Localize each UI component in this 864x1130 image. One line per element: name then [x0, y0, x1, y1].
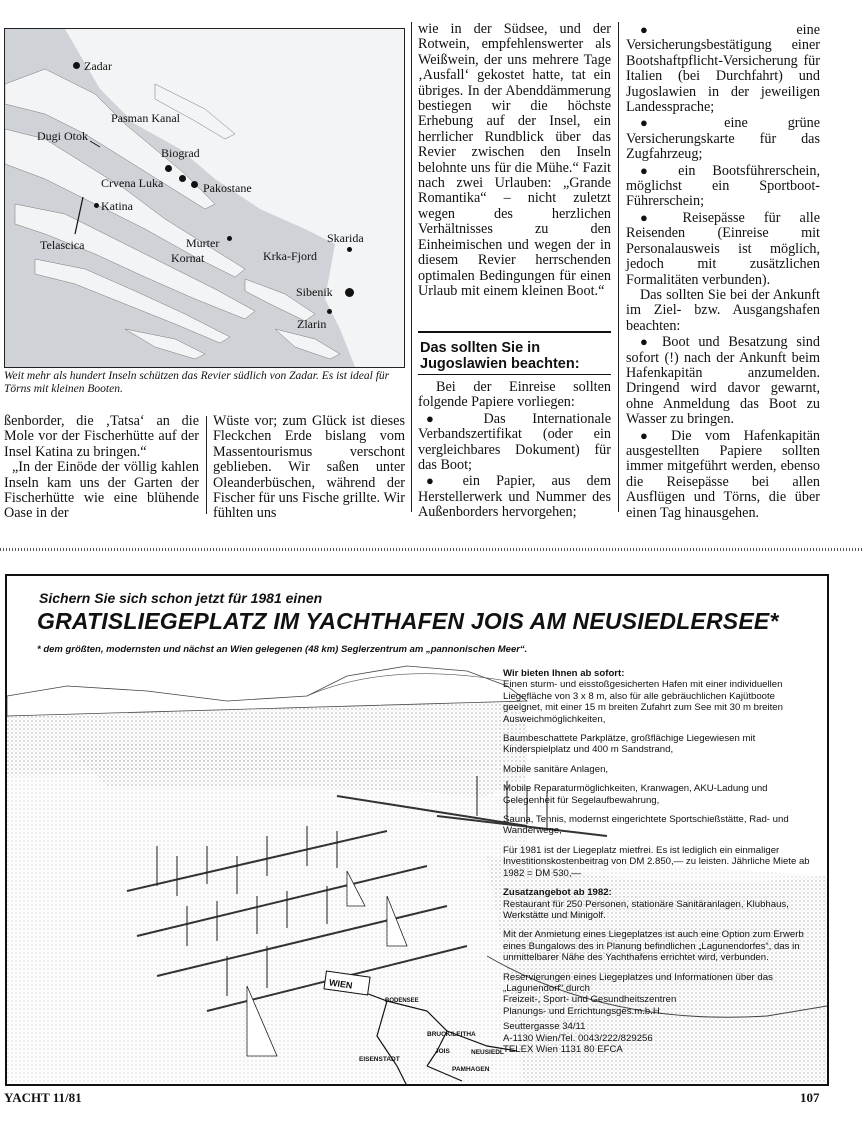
- map-label-zlarin: Zlarin: [297, 317, 327, 331]
- map-label-sibenik: Sibenik: [296, 285, 333, 299]
- ad-offer-item: Baumbeschattete Parkplätze, großflächige Liegewiesen mit Kinderspielplatz und 400 m Sandstrand,: [503, 733, 756, 756]
- paragraph: „In der Einöde der völlig kahlen Inseln kam uns der Garten der Fischerhütte wie eine blühende Oase in der: [4, 459, 199, 522]
- ad-offer-item: Mobile sanitäre Anlagen,: [503, 763, 609, 775]
- section-separator: [0, 548, 864, 551]
- ad-headline: GRATISLIEGEPLATZ IM YACHTHAFEN JOIS AM NEUSIEDLERSEE*: [37, 608, 779, 634]
- article-col-2: [213, 414, 405, 522]
- map-label-krka: Krka-Fjord: [263, 249, 317, 263]
- ad-extra-title: Zusatzangebot ab 1982:: [503, 887, 612, 899]
- ad-contact-line: A-1130 Wien/Tel. 0043/222/829256: [503, 1032, 653, 1044]
- map-label-pasman: Pasman Kanal: [111, 111, 180, 125]
- murter-dot: [227, 236, 232, 241]
- list-item: [626, 115, 820, 162]
- bullet-icon: ●: [640, 334, 654, 350]
- map-label-biograd: Biograd: [161, 146, 200, 160]
- map-label-murter: Murter: [186, 236, 220, 250]
- list-item-text: ein Papier, aus dem Herstellerwerk und Nummer des Außenborders hervorgehen;: [418, 473, 611, 521]
- list-item-text: Reisepässe für alle Reisenden (Einreise mit Personalausweis ist möglich, jedoch mit zusätzlichen Formalitäten verbunden).: [626, 209, 821, 288]
- ad-footnote: * dem größten, modernsten und nächst an Wien gelegenen (48 km) Seglerzentrum am „pannonischen Meer“.: [37, 644, 528, 655]
- column-rule: [411, 22, 412, 512]
- paragraph: Das sollten Sie bei der Ankunft im Ziel- bzw. Ausgangshafen beachten:: [626, 286, 820, 334]
- column-rule: [206, 416, 207, 514]
- map-label-pakostane: Pakostane: [203, 181, 252, 195]
- map-label-skarida: Skarida: [327, 231, 364, 245]
- article-col-4: [626, 22, 820, 521]
- list-item-text: eine Versicherungsbestätigung einer Bootshaftpflicht-Versicherung für Italien (bei Durchfahrt) und Jugoslawien in der jeweiligen Landessprache;: [626, 22, 821, 116]
- column-rule: [618, 22, 619, 512]
- ad-offer-title: Wir bieten Ihnen ab sofort:: [503, 668, 625, 679]
- inset-label-bodensee: BODENSEE: [385, 998, 419, 1004]
- list-item-text: Boot und Besatzung sind sofort (!) nach der Ankunft beim Hafenkapitän anzumelden. Dringend wird davor gewarnt, ohne Anmeldung das Boot zu Wasser zu bringen.: [626, 334, 820, 428]
- map-figure: [4, 28, 405, 368]
- box-title-rule: [418, 374, 611, 375]
- list-item: [418, 411, 611, 474]
- list-item-text: ein Bootsführerschein, möglichst ein Sportboot-Führerschein;: [626, 162, 820, 210]
- bullet-icon: ●: [640, 115, 685, 131]
- inset-label-neusiedl: NEUSIEDL: [471, 1049, 504, 1056]
- map-label-katina: Katina: [101, 199, 133, 213]
- ad-offer-text: [503, 668, 815, 1055]
- ad-offer-item: Sauna, Tennis, modernst eingerichtete Sportschießstätte, Rad- und Wanderwege,: [503, 814, 789, 837]
- list-item: [626, 22, 820, 115]
- bullet-icon: ●: [640, 162, 662, 178]
- paragraph: wie in der Südsee, und der Rotwein, empfehlenswerter als Weißwein, der uns mehrere Tage ‚Ausfall‘ gekostet hatte, tat ein übriges. In der Abenddämmerung bestiegen wir die höchste Erhebung auf der Insel, ein herrlicher Rundblick über das Revier zwischen den Inseln belohnte uns für die Mühe.“ Fazit nach zwei Urlauben: „Grande Romantika“ – nicht zuletzt wegen des herzlichen Verhältnisses zu den Einheimischen und wegen der in diesem Revier herrschenden optimalen Bedingungen für einen Urlaub mit einem kleinen Boot.“: [418, 21, 611, 299]
- bullet-icon: ●: [426, 473, 447, 489]
- inset-label-eisenstadt: EISENSTADT: [359, 1056, 400, 1063]
- ad-extra-item: Restaurant für 250 Personen, stationäre Sanitäranlagen, Klubhaus, Werkstätte und Minigolf.: [503, 898, 789, 921]
- ad-offer-item: Mobile Reparaturmöglichkeiten, Kranwagen, AKU-Ladung und Gelegenheit für Segelaufbewahrung,: [503, 783, 768, 806]
- ad-extra-item: Mit der Anmietung eines Liegeplatzes ist auch eine Option zum Erwerb eines Bungalows des in Planung befindlichen „Lagunendorfes“, das in unmittelbarer Nähe des Yachthafens errichtet wird, verbunden.: [503, 929, 804, 964]
- list-item: [418, 473, 611, 520]
- inset-label-pamhagen: PAMHAGEN: [452, 1066, 490, 1073]
- list-item: [626, 428, 820, 521]
- map-pointer-lines: [5, 29, 404, 367]
- yachthafen-advertisement: [5, 574, 829, 1086]
- ad-contact-line: Reservierungen eines Liegeplatzes und Informationen über das „Lagunendorf“ durch: [503, 971, 773, 994]
- info-box-col-3: [418, 380, 611, 521]
- zlarin-dot: [327, 309, 332, 314]
- ad-offer-item: Für 1981 ist der Liegeplatz mietfrei. Es ist lediglich ein einmaliger Investitionskostenbeitrag von DM 2.850,— zu leisten. Jährliche Miete ab 1982 = DM 530,—: [503, 844, 810, 879]
- ad-contact-line: Freizeit-, Sport- und Gesundheitszentren: [503, 994, 677, 1006]
- sibenik-dot: [345, 288, 354, 297]
- paragraph: Wüste vor; zum Glück ist dieses Fleckchen Erde bislang vom Massentourismus verschont geblieben. Wir saßen unter Oleanderbüschen, während der Fischer für uns Fische grillte. Wir fühlten uns: [213, 413, 405, 522]
- list-item-text: Das Internationale Verbandszertifikat (oder ein vergleichbares Dokument) für das Boot;: [418, 410, 612, 474]
- map-caption: Weit mehr als hundert Inseln schützen das Revier südlich von Zadar. Es ist ideal für Törns mit kleinen Booten.: [4, 370, 390, 395]
- bullet-icon: ●: [640, 209, 664, 225]
- info-box-title: Das sollten Sie in Jugoslawien beachten:: [420, 340, 580, 372]
- skarida-dot: [347, 247, 352, 252]
- bullet-icon: ●: [640, 22, 721, 37]
- bullet-icon: ●: [426, 410, 457, 426]
- list-item: [626, 334, 820, 427]
- footer-issue: YACHT 11/81: [4, 1090, 82, 1105]
- article-col-1: [4, 414, 199, 522]
- ad-kicker: Sichern Sie sich schon jetzt für 1981 einen: [39, 590, 323, 606]
- footer-page-number: 107: [800, 1090, 820, 1105]
- article-col-3: [418, 22, 611, 299]
- inset-label-jois: JOIS: [435, 1048, 450, 1055]
- paragraph: Bei der Einreise sollten folgende Papiere vorliegen:: [418, 379, 611, 411]
- list-item-text: eine grüne Versicherungskarte für das Zugfahrzeug;: [626, 115, 821, 163]
- map-label-crvena: Crvena Luka: [101, 176, 164, 190]
- inset-label-wien: WIEN: [328, 977, 354, 991]
- inset-label-bruck: BRUCK/LEITHA: [427, 1031, 476, 1038]
- map-label-telascica: Telascica: [40, 238, 85, 252]
- list-item: [626, 210, 820, 288]
- box-top-rule: [418, 331, 611, 333]
- map-label-kornat: Kornat: [171, 251, 205, 265]
- ad-contact-line: Seuttergasse 34/11: [503, 1021, 586, 1033]
- paragraph: ßenborder, die ‚Tatsa‘ an die Mole vor der Fischerhütte auf der Insel Katina zu bringen.“: [4, 413, 199, 460]
- ad-contact-line: Planungs- und Errichtungsges.m.b.H.: [503, 1005, 663, 1017]
- map-label-zadar: Zadar: [84, 59, 112, 73]
- list-item: [626, 163, 820, 210]
- map-label-dugi: Dugi Otok: [37, 129, 88, 143]
- bullet-icon: ●: [640, 427, 658, 443]
- ad-offer-item: Einen sturm- und eisstoßgesicherten Hafen mit einer individuellen Liegefläche von 3 x 8 m, also für alle gebräuchlichen Kajütboote geeignet, mit einer 15 m breiten Zufahrt zum See mit 30 m breiten Ausweichmöglichkeiten,: [503, 679, 783, 725]
- list-item-text: Die vom Hafenkapitän ausgestellten Papiere sollten immer mitgeführt werden, ebenso die Reisepässe bei allen Ausflügen und Törns, die über einen Tag hinausgehen.: [626, 427, 820, 521]
- ad-contact-line: TELEX Wien 1131 80 EFCA: [503, 1043, 623, 1055]
